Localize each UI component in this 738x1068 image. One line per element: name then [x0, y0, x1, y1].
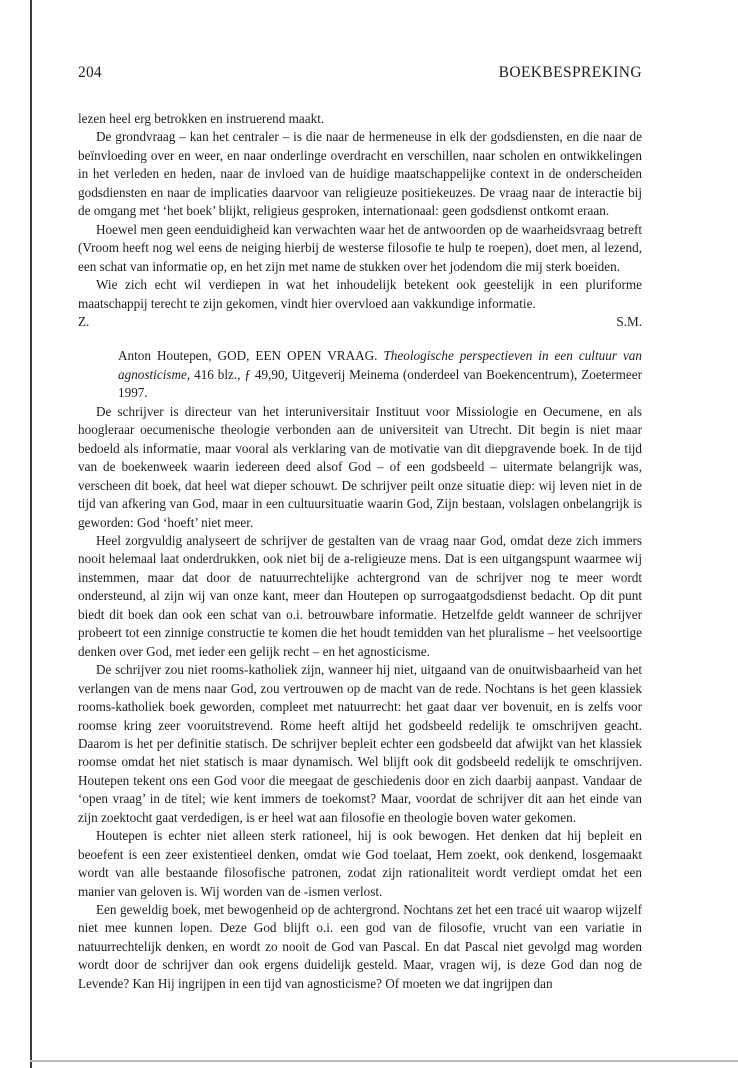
- signoff-left: Z.: [78, 313, 90, 329]
- review-2-body: [78, 403, 642, 994]
- book-page: [78, 64, 642, 993]
- citation-subtitle: Theologische perspectieven in een cultuur van agnosticisme,: [118, 348, 642, 382]
- running-head: [78, 64, 642, 86]
- book-citation: [78, 347, 642, 402]
- scan-edge-left: [30, 0, 32, 1068]
- citation-author-title: Anton Houtepen, GOD, EEN OPEN VRAAG.: [118, 348, 378, 364]
- paragraph: De schrijver is directeur van het interuniversitair Instituut voor Missiologie en Oecumene, en als hoogleraar oecumenische theologie verbonden aan de universiteit van Utrecht. Dit begin is niet maar bedoeld als informatie, maar vooral als verklaring van de motivatie van dit diepgravende boek. In de tijd van de boekenweek waarin iedereen deed alsof God – of een godsbeeld – uitermate belangrijk was, verscheen dit boek, dat heel wat dieper schouwt. De schrijver peilt onze situatie diep: wij leven niet in de tijd van afkering van God, maar in een cultuursituatie waarin God, Zijn bestaan, volslagen onbelangrijk is geworden: God ‘hoeft’ niet meer.: [78, 403, 642, 530]
- review-1-signoff: [78, 313, 642, 331]
- paragraph: lezen heel erg betrokken en instruerend maakt.: [78, 111, 325, 126]
- section-title: BOEKBESPREKING: [498, 64, 642, 81]
- page-number: 204: [78, 64, 102, 81]
- scan-edge-bottom: [30, 1060, 738, 1062]
- paragraph: Houtepen is echter niet alleen sterk rationeel, hij is ook bewogen. Het denken dat hij bepleit en beoefent is een zeer existentieel denken, omdat wie God toelaat, Hem zoekt, ook denkend, losgemaakt wordt van alle bestaande filosofische patronen, zodat zijn rationaliteit wordt verdiept omdat het een manier van geloven is. Wij worden van de -ismen verlost.: [78, 828, 642, 899]
- review-1-body: [78, 110, 642, 313]
- paragraph: Heel zorgvuldig analyseert de schrijver de gestalten van de vraag naar God, omdat deze zich immers nooit helemaal laat onderdrukken, ook niet bij de a-religieuze mens. Dat is een uitgangspunt waarmee wij instemmen, maar dat door de natuurrechtelijke achtergrond van de schrijver nog te meer wordt ondersteund, al zijn wij van onze kant, meer dan Houtepen op surrogaatgodsdienst bedacht. Op dit punt biedt dit boek dan ook een schat van o.i. betrouwbare informatie. Hetzelfde geldt wanneer de schrijver probeert tot een zinnige constructie te komen die het houdt temidden van het pluralisme – het veelsoortige denken over God, met ieder een gelijk recht – en het agnosticisme.: [78, 532, 642, 659]
- paragraph: Hoewel men geen eenduidigheid kan verwachten waar het de antwoorden op de waarheidsvraag betreft (Vroom heeft nog wel eens de neiging hierbij de westerse filosofie te hulp te roepen), doet men, al lezend, een schat van informatie op, en het zijn met name de stukken over het jodendom die mij sterk boeiden.: [78, 221, 642, 274]
- paragraph: Een geweldig boek, met bewogenheid op de achtergrond. Nochtans zet het een tracé uit waarop wijzelf niet mee kunnen lopen. Deze God blijft o.i. een god van de filosofie, vrucht van een variatie in natuurrechtelijk denken, en wordt zo nooit de God van Pascal. En dat Pascal niet gevolgd mag worden wordt door de schrijver dan ook ergens duidelijk gesteld. Maar, vragen wij, is deze God dan nog de Levende? Kan Hij ingrijpen in een tijd van agnosticisme? Of moeten we dat ingrijpen dan: [78, 902, 642, 991]
- citation-details: 416 blz., ƒ 49,90, Uitgeverij Meinema (onderdeel van Boekencentrum), Zoetermeer 1997.: [118, 366, 643, 401]
- paragraph: De schrijver zou niet rooms-katholiek zijn, wanneer hij niet, uitgaand van de onuitwisbaarheid van het verlangen van de mens naar God, zou vertrouwen op de macht van de rede. Nochtans is het geen klassiek rooms-katholiek boek geworden, compleet met natuurrecht: het gaat daar ver bovenuit, en is zelfs voor roomse kring zeer vooruitstrevend. Rome heeft altijd het godsbeeld redelijk te omschrijven geacht. Daarom is het per definitie statisch. De schrijver bepleit echter een godsbeeld dat afwijkt van het klassiek roomse omdat het niet statisch is maar dynamisch. Wel blijft ook dit godsbeeld redelijk te omschrijven. Houtepen tekent ons een God voor die meegaat de geschiedenis door en zich daarbij aanpast. Vandaar de ‘open vraag’ in de titel; wie kent immers de toekomst? Maar, voordat de schrijver dit aan het einde van zijn zoektocht gaat verdedigen, is er heel wat aan filosofie en theologie boven water gekomen.: [78, 662, 642, 825]
- reviewer-initials: S.M.: [616, 313, 642, 329]
- paragraph: De grondvraag – kan het centraler – is die naar de hermeneuse in elk der godsdiensten, en die naar de beïnvloeding over en weer, en naar onderlinge overdracht en verschillen, naar scholen en ontwikkelingen in het verleden en heden, naar de invloed van de huidige maatschappelijke context in de onderscheiden godsdiensten en naar de implicaties daarvoor van religieuze positiekeuzes. De vraag naar de interactie bij de omgang met ‘het boek’ blijkt, religieus gesproken, internationaal: geen godsdienst ontkomt eraan.: [78, 129, 642, 219]
- paragraph: Wie zich echt wil verdiepen in wat het inhoudelijk betekent ook geestelijk in een pluriforme maatschappij terecht te zijn gekomen, vindt hier overvloed aan vakkundige informatie.: [78, 277, 642, 311]
